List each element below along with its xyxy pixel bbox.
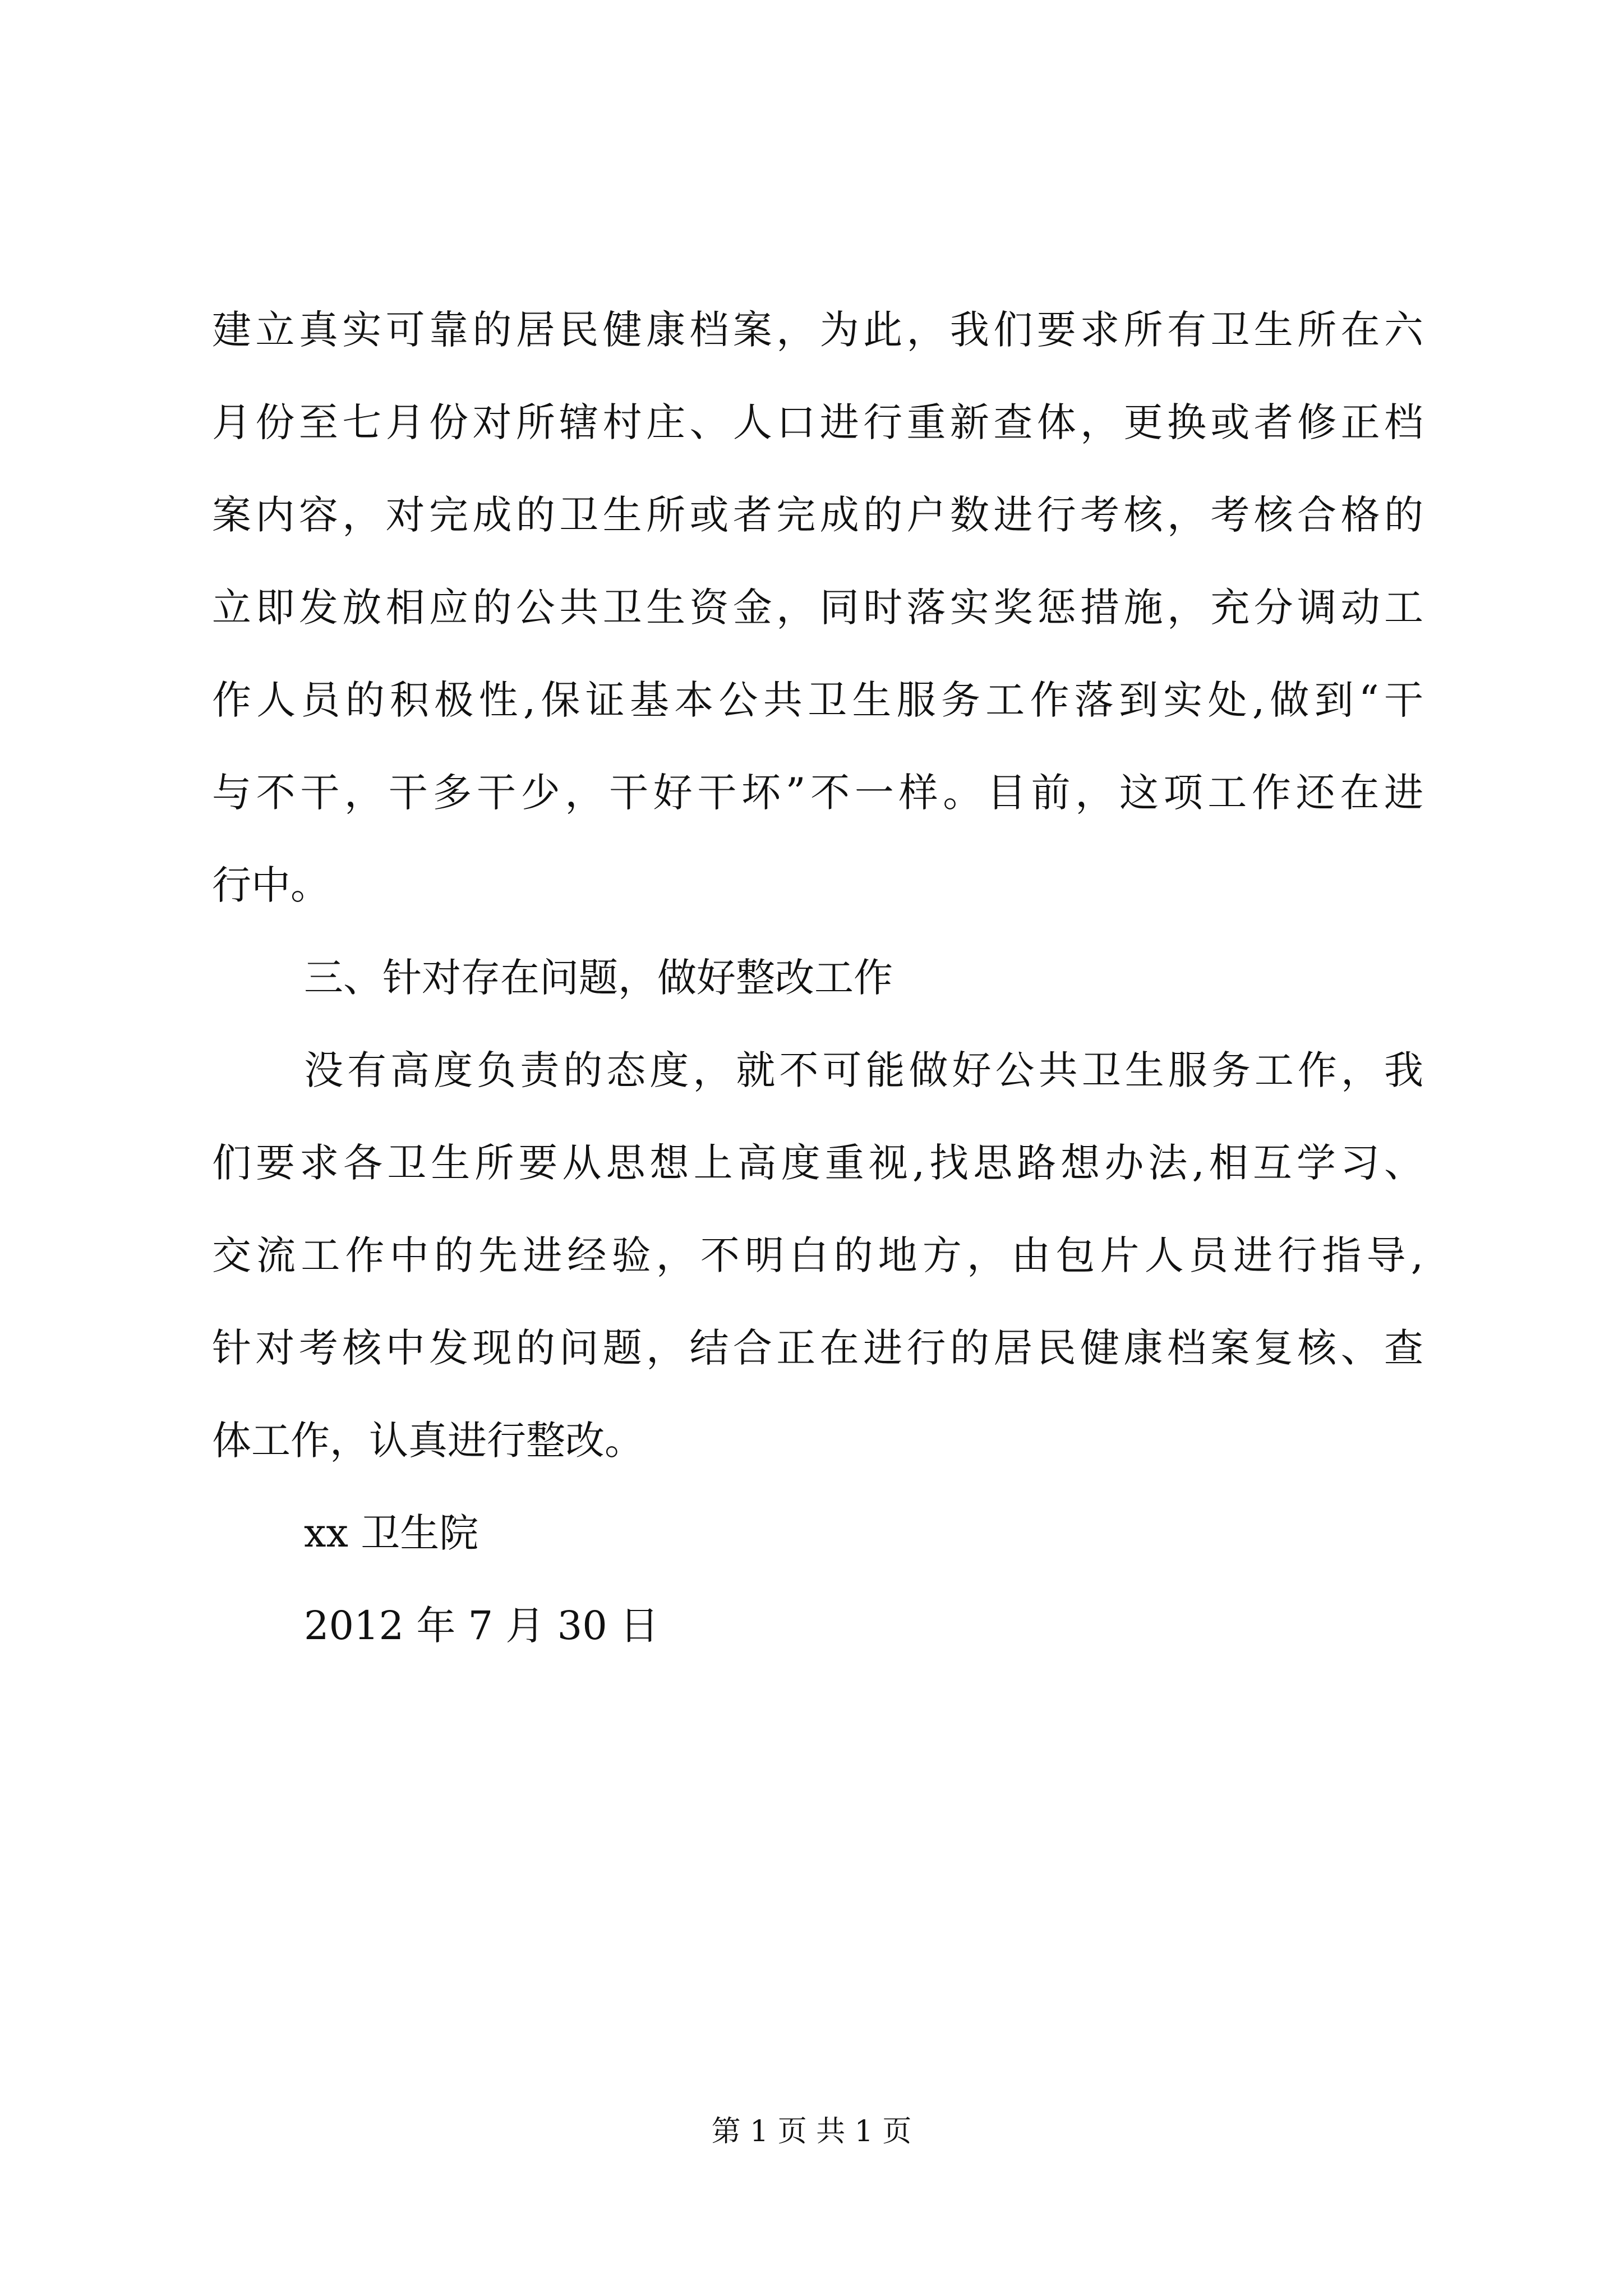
signature-date: 2012 年 7 月 30 日 <box>304 1603 660 1649</box>
body-text-line: 作人员的积极性,保证基本公共卫生服务工作落到实处,做到“干 <box>212 677 1423 723</box>
body-text-line: 行中。 <box>212 862 330 908</box>
section-heading: 三、针对存在问题，做好整改工作 <box>304 955 893 1001</box>
body-text-line: 交流工作中的先进经验，不明白的地方，由包片人员进行指导, <box>212 1232 1423 1278</box>
signature-organization: xx 卫生院 <box>304 1510 479 1556</box>
body-text-line: 月份至七月份对所辖村庄、人口进行重新查体，更换或者修正档 <box>212 399 1423 445</box>
body-text-line: 针对考核中发现的问题，结合正在进行的居民健康档案复核、查 <box>212 1325 1423 1371</box>
body-text-line: 与不干，干多干少，干好干坏”不一样。目前，这项工作还在进 <box>212 770 1423 816</box>
body-text-line: 们要求各卫生所要从思想上高度重视,找思路想办法,相互学习、 <box>212 1140 1423 1186</box>
body-text-line: 案内容，对完成的卫生所或者完成的户数进行考核，考核合格的 <box>212 492 1423 538</box>
body-text-line: 立即发放相应的公共卫生资金，同时落实奖惩措施，充分调动工 <box>212 585 1423 631</box>
body-text-line: 体工作，认真进行整改。 <box>212 1418 644 1464</box>
body-text-line: 建立真实可靠的居民健康档案，为此，我们要求所有卫生所在六 <box>212 307 1423 353</box>
body-text-line: 没有高度负责的态度，就不可能做好公共卫生服务工作，我 <box>304 1047 1423 1093</box>
page-number-footer: 第 1 页 共 1 页 <box>711 2115 912 2148</box>
